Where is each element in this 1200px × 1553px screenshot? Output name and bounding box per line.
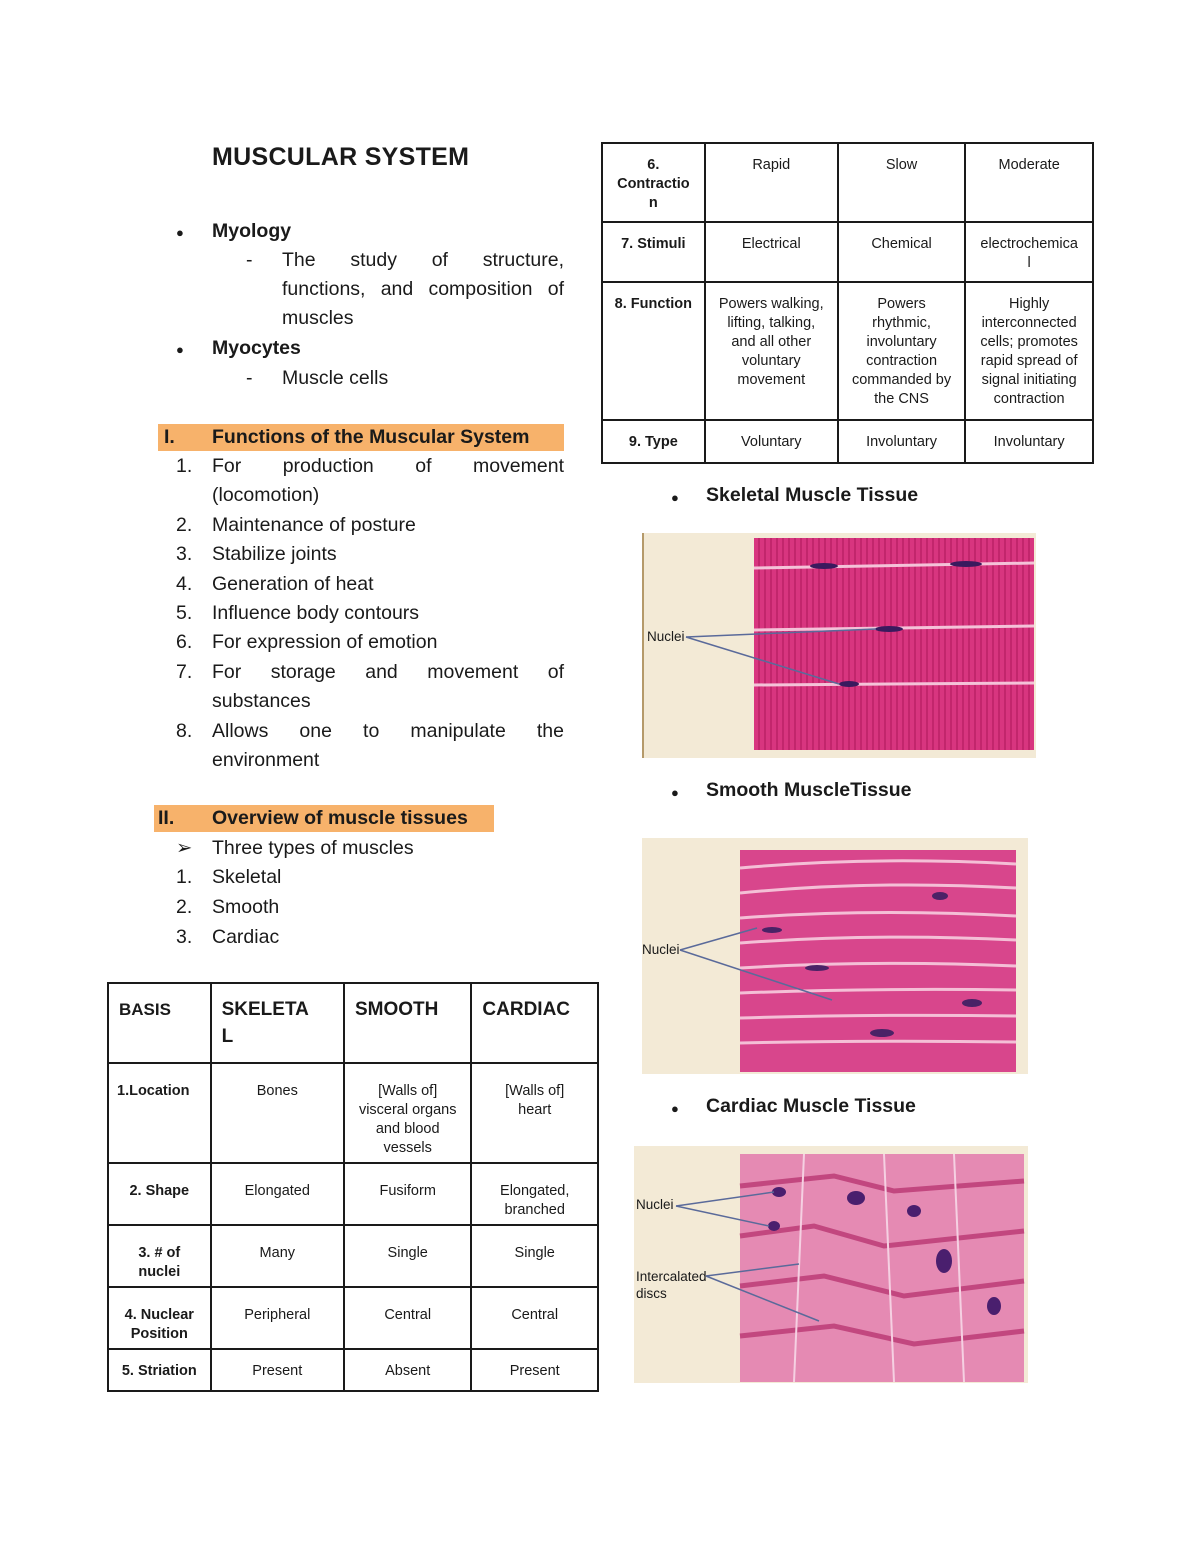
myology-def-line-1: The study of structure, [282, 249, 564, 271]
smooth-tissue-heading: Smooth MuscleTissue [706, 779, 912, 801]
cardiac-muscle-micrograph [634, 1146, 1028, 1383]
table-header-skeletal [211, 983, 344, 1063]
skeletal-muscle-micrograph [642, 533, 1036, 758]
table-cell: Electrical [705, 222, 838, 282]
table-header-smooth: SMOOTH [344, 983, 471, 1063]
table-cell: Central [344, 1287, 471, 1349]
bullet-icon: ● [671, 1101, 679, 1116]
table-row [602, 222, 1093, 282]
header-text: SKELETA L [221, 999, 309, 1047]
table-cell: Involuntary [838, 420, 965, 463]
table-cell: Fusiform [344, 1163, 471, 1225]
list-number: 8. [176, 720, 193, 742]
list-item: Influence body contours [212, 602, 420, 624]
table-cell: Present [471, 1349, 598, 1391]
list-number: 5. [176, 602, 193, 624]
row-label: 7. Stimuli [602, 222, 705, 282]
nuclei-label: Nuclei [647, 629, 685, 644]
list-item: Maintenance of posture [212, 514, 416, 536]
table-cell: Elongated, branched [471, 1163, 598, 1225]
table-cell: Involuntary [965, 420, 1093, 463]
nuclei-label: Nuclei [642, 942, 680, 957]
term-myocytes: Myocytes [212, 337, 301, 359]
table-cell: Present [211, 1349, 344, 1391]
table-row [108, 1349, 598, 1391]
table-cell: Elongated [211, 1163, 344, 1225]
section-2-heading: Overview of muscle tissues [212, 807, 468, 829]
table-cell: Single [471, 1225, 598, 1287]
list-number: 3. [176, 926, 193, 948]
cardiac-tissue-heading: Cardiac Muscle Tissue [706, 1095, 916, 1117]
list-number: 7. [176, 661, 193, 683]
row-label: 8. Function [602, 282, 705, 420]
list-item-cont: environment [212, 749, 320, 771]
table-row [108, 1163, 598, 1225]
row-label: 5. Striation [108, 1349, 211, 1391]
list-number: 1. [176, 866, 193, 888]
list-item-cont: substances [212, 690, 311, 712]
list-item-cont: (locomotion) [212, 484, 320, 506]
row-label: 2. Shape [108, 1163, 211, 1225]
skeletal-tissue-graphic [644, 533, 1036, 758]
dash-icon: - [246, 249, 253, 271]
muscle-comparison-table [107, 982, 599, 1392]
table-cell: Powers walking, lifting, talking, and all other voluntary movement [705, 282, 838, 420]
skeletal-tissue-heading: Skeletal Muscle Tissue [706, 484, 919, 506]
dash-icon: - [246, 367, 253, 389]
list-number: 4. [176, 573, 193, 595]
smooth-tissue-graphic [642, 838, 1028, 1074]
bullet-icon: ● [176, 225, 184, 240]
table-header-basis: BASIS [108, 983, 211, 1063]
table-cell: Moderate [965, 143, 1093, 222]
list-number: 6. [176, 631, 193, 653]
table-cell: electrochemica l [965, 222, 1093, 282]
table-cell: [Walls of] visceral organs and blood vessels [344, 1063, 471, 1163]
table-cell: Peripheral [211, 1287, 344, 1349]
bullet-icon: ● [176, 342, 184, 357]
table-row [108, 1063, 598, 1163]
list-number: 3. [176, 543, 193, 565]
section-1-heading: Functions of the Muscular System [212, 426, 530, 448]
table-cell: Highly interconnected cells; promotes rapid spread of signal initiating contraction [965, 282, 1093, 420]
arrow-bullet-icon: ➢ [176, 837, 193, 859]
list-item: Smooth [212, 896, 280, 918]
table-cell: Rapid [705, 143, 838, 222]
intercalated-discs-label: Intercalated discs [636, 1269, 707, 1301]
list-item: Stabilize joints [212, 543, 337, 565]
row-label: 1.Location [108, 1063, 211, 1163]
table-cell: Bones [211, 1063, 344, 1163]
myology-def-line-2: functions, and composition of [282, 278, 564, 300]
bullet-icon: ● [671, 785, 679, 800]
table-cell: Single [344, 1225, 471, 1287]
list-number: 2. [176, 896, 193, 918]
list-item: For expression of emotion [212, 631, 438, 653]
table-row [108, 1225, 598, 1287]
table-cell: Voluntary [705, 420, 838, 463]
list-item: For storage and movement of [212, 661, 564, 683]
myocytes-def: Muscle cells [282, 367, 389, 389]
table-cell: Many [211, 1225, 344, 1287]
table-header-cardiac: CARDIAC [471, 983, 598, 1063]
list-item: Allows one to manipulate the [212, 720, 564, 742]
nuclei-label: Nuclei [636, 1197, 674, 1212]
table-cell: Absent [344, 1349, 471, 1391]
row-label: 9. Type [602, 420, 705, 463]
table-cell: Central [471, 1287, 598, 1349]
section-1-heading-bar [158, 424, 564, 451]
table-cell: [Walls of] heart [471, 1063, 598, 1163]
list-item: For production of movement [212, 455, 564, 477]
page-title: MUSCULAR SYSTEM [212, 143, 470, 171]
list-item: Skeletal [212, 866, 282, 888]
types-intro: Three types of muscles [212, 837, 414, 859]
section-2-heading-bar [154, 805, 494, 832]
row-label: 6. Contractio n [602, 143, 705, 222]
table-row [602, 282, 1093, 420]
bullet-icon: ● [671, 490, 679, 505]
list-item: Generation of heat [212, 573, 374, 595]
myology-def-line-3: muscles [282, 307, 354, 329]
term-myology: Myology [212, 220, 292, 242]
table-row [602, 420, 1093, 463]
row-label: 4. Nuclear Position [108, 1287, 211, 1349]
muscle-properties-table [601, 142, 1094, 464]
list-number: 1. [176, 455, 193, 477]
cardiac-tissue-graphic [634, 1146, 1028, 1383]
table-cell: Slow [838, 143, 965, 222]
table-row [108, 1287, 598, 1349]
section-2-numeral: II. [158, 807, 175, 829]
table-cell: Powers rhythmic, involuntary contraction commanded by the CNS [838, 282, 965, 420]
table-cell: Chemical [838, 222, 965, 282]
table-row [602, 143, 1093, 222]
section-1-numeral: I. [164, 426, 175, 448]
list-item: Cardiac [212, 926, 280, 948]
row-label: 3. # of nuclei [108, 1225, 211, 1287]
list-number: 2. [176, 514, 193, 536]
smooth-muscle-micrograph [642, 838, 1028, 1074]
